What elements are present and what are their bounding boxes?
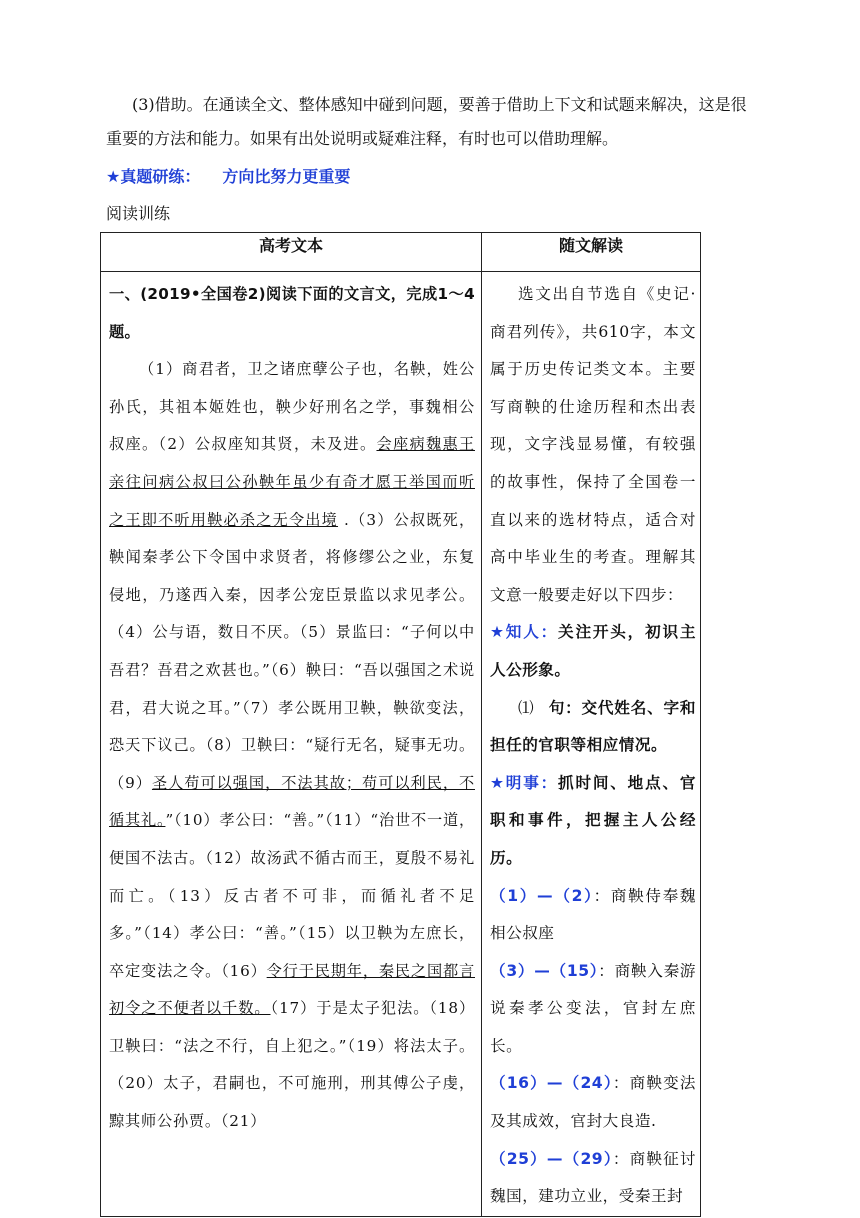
range-text: ：商鞅变法及其成效，官封大良造. — [490, 1074, 696, 1131]
text-segment-4: （17）于是太子犯法。（18）卫鞅曰：“法之不行，自上犯之。”（19）将法太子。（20）太子，君嗣也，不可施刑，刑其傅公子虔，黥其师公孙贾。（21） — [109, 999, 475, 1131]
zhiren-label: ★知人： — [490, 623, 559, 642]
mingshi-text: 抓时间、地点、官职和事件，把握主人公经历。 — [490, 773, 696, 867]
reading-table — [100, 232, 701, 1217]
intro-paragraph: (3)借助。在通读全文、整体感知中碰到问题，要善于借助上下文和试题来解决，这是很重要的方法和能力。如果有出处说明或疑难注释，有时也可以借助理解。 — [106, 95, 747, 148]
question-heading: 一、(2019•全国卷2)阅读下面的文言文，完成1～4题。 — [109, 285, 475, 341]
range-marker: （1）—（2） — [490, 886, 594, 905]
underlined-sentence-1: 会座病魏惠王亲往问病公叔曰公孙鞅年虽少有奇才愿王举国而听之王即不听用鞅必杀之无令出境 — [109, 435, 475, 529]
section-heading — [106, 163, 350, 191]
ju-number: ⑴ — [518, 698, 535, 717]
header-annotation: 随文解读 — [482, 233, 701, 272]
text-segment-1: （1）商君者，卫之诸庶孽公子也，名鞅，姓公孙氏，其祖本姬姓也，鞅少好刑名之学，事魏相公叔座。（2）公叔座知其贤，未及进。 — [109, 360, 475, 454]
ju-block — [490, 690, 696, 765]
range-marker: （16）—（24） — [490, 1074, 613, 1093]
annotation-intro: 选文出自节选自《史记·商君列传》，共610字，本文属于历史传记类文本。主要写商鞅的仕途历程和杰出表现，文字浅显易懂，有较强的故事性，保持了全国卷一直以来的选材特点，适合对高中毕业生的考查。理解其文意一般要走好以下四步： — [490, 285, 696, 604]
mingshi-label: ★明事： — [490, 773, 559, 792]
annotation-cell — [482, 272, 701, 1217]
underlined-sentence-3: 令行于民期年，秦民之国都言初令之不便者以千数。 — [109, 961, 475, 1018]
range-marker: （3）—（15） — [490, 961, 599, 980]
text-segment-2: .（3）公叔既死，鞅闻秦孝公下令国中求贤者，将修缪公之业，东复侵地，乃遂西入秦，因孝公宠臣景监以求见孝公。（4）公与语，数日不厌。（5）景监曰：“子何以中吾君？吾君之欢甚也。”（6）鞅曰：“吾以强国之术说君，君大说之耳。”（7）孝公既用卫鞅，鞅欲变法，恐天下议己。（8）卫鞅曰：“疑行无名，疑事无功。（9） — [109, 510, 476, 792]
range-item — [490, 1065, 696, 1140]
zhiren-text: 关注开头，初识主人公形象。 — [490, 623, 696, 679]
range-item — [490, 1141, 696, 1216]
section-heading-rest: 方向比努力更重要 — [222, 167, 351, 186]
underlined-sentence-2: 圣人苟可以强国，不法其故；苟可以利民，不循其礼。 — [109, 773, 475, 830]
range-marker: （25）—（29） — [490, 1149, 613, 1168]
text-segment-3: ”（10）孝公曰：“善。”（11）“治世不一道，便国不法古。（12）故汤武不循古而王，夏殷不易礼而亡。（13）反古者不可非，而循礼者不足多。”（14）孝公曰：“善。”（15）以卫鞅为左庶长，卒定变法之令。（16） — [109, 811, 475, 980]
header-exam-text: 高考文本 — [101, 233, 482, 272]
ju-text: 句：交代姓名、字和担任的官职等相应情况。 — [490, 698, 696, 755]
range-item — [490, 878, 696, 953]
range-item — [490, 953, 696, 1066]
zhiren-block — [490, 614, 696, 689]
mingshi-block — [490, 765, 696, 878]
range-text: ：商鞅征讨魏国，建功立业，受秦王封 — [490, 1149, 696, 1206]
range-text: ：商鞅入秦游说秦孝公变法，官封左庶长。 — [490, 961, 696, 1055]
exam-text-cell — [101, 272, 482, 1217]
classical-text — [109, 351, 475, 1140]
section-heading-prefix: ★真题研练： — [106, 167, 201, 186]
reading-training-label: 阅读训练 — [106, 204, 171, 223]
range-text: ：商鞅侍奉魏相公叔座 — [490, 886, 696, 943]
